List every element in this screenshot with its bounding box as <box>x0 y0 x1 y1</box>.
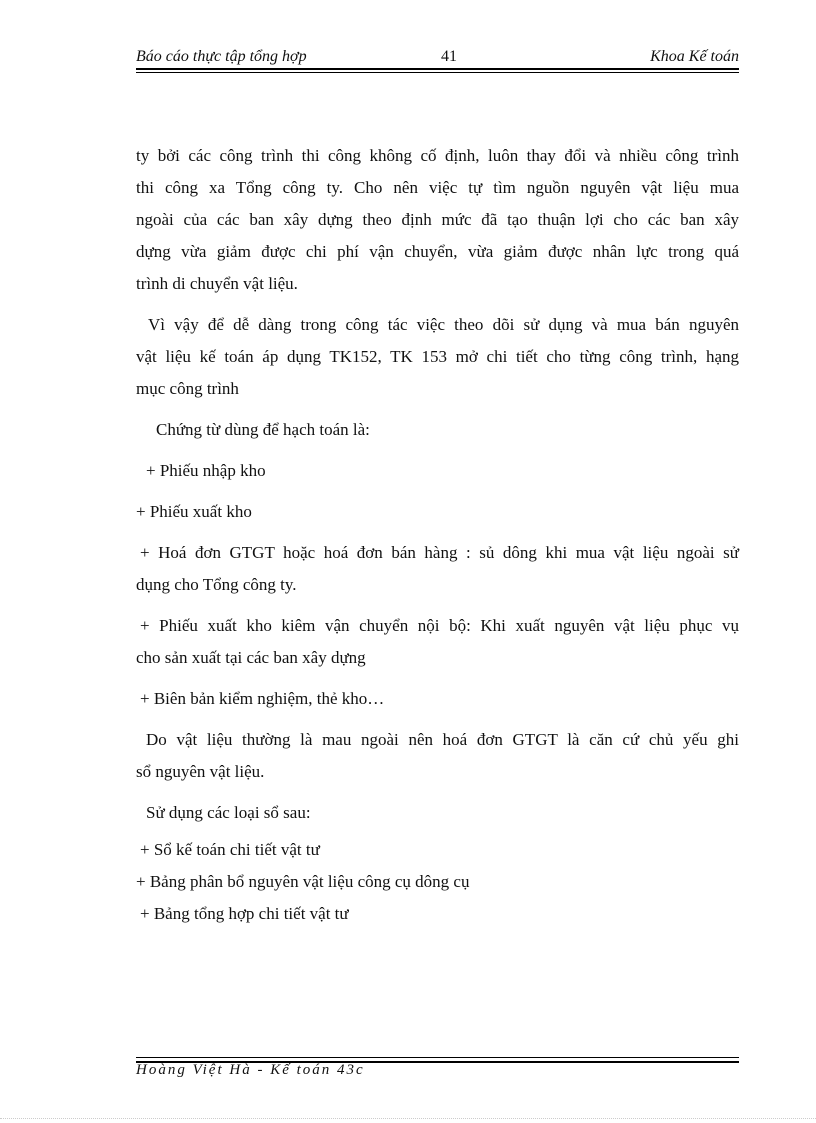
page-body <box>136 140 739 930</box>
header-department: Khoa Kế toán <box>650 48 739 65</box>
paragraph-7 <box>136 724 739 788</box>
list-item: + Phiếu nhập kho <box>146 461 266 480</box>
list-item: + Bảng tổng hợp chi tiết vật tư <box>140 904 349 923</box>
paragraph-2 <box>136 309 739 405</box>
paragraph-4 <box>136 537 739 601</box>
text-line: Do vật liệu thường là mau ngoài nên hoá đơn GTGT là căn cứ chủ yếu ghi <box>146 730 739 749</box>
text-line: dựng vừa giảm được chi phí vận chuyển, vừa giảm được nhân lực trong quá <box>136 242 739 261</box>
footer-rule-thin <box>136 1057 739 1058</box>
paragraph-1 <box>136 140 739 300</box>
page-bottom-edge <box>0 1118 816 1119</box>
text-line: vật liệu kế toán áp dụng TK152, TK 153 mở chi tiết cho từng công trình, hạng <box>136 347 739 366</box>
text-line: Vì vậy để dễ dàng trong công tác việc theo dõi sử dụng và mua bán nguyên <box>148 315 739 334</box>
list-item: + Phiếu xuất kho <box>136 502 252 521</box>
text-line: dụng cho Tổng công ty. <box>136 575 297 594</box>
text-line: trình di chuyển vật liệu. <box>136 274 298 293</box>
paragraph-3: Chứng từ dùng để hạch toán là: <box>156 420 370 439</box>
paragraph-5 <box>136 610 739 674</box>
header-rule-thin <box>136 72 739 73</box>
text-line: mục công trình <box>136 379 239 398</box>
footer-author: Hoàng Việt Hà - Kế toán 43c <box>136 1062 365 1078</box>
header-report-title: Báo cáo thực tập tổng hợp <box>136 48 307 65</box>
header-rule-thick <box>136 68 739 70</box>
text-line: ngoài của các ban xây dựng theo định mức đã tạo thuận lợi cho các ban xây <box>136 210 739 229</box>
paragraph-6: + Biên bản kiểm nghiệm, thẻ kho… <box>140 689 385 708</box>
text-line: ty bởi các công trình thi công không cố định, luôn thay đổi và nhiều công trình <box>136 146 739 165</box>
list-item: + Bảng phân bổ nguyên vật liệu công cụ dông cụ <box>136 872 470 891</box>
book-list <box>136 834 739 930</box>
text-line: thi công xa Tổng công ty. Cho nên việc tự tìm nguồn nguyên vật liệu mua <box>136 178 739 197</box>
text-line: + Phiếu xuất kho kiêm vận chuyển nội bộ: Khi xuất nguyên vật liệu phục vụ <box>140 616 739 635</box>
text-line: + Hoá đơn GTGT hoặc hoá đơn bán hàng : sủ dông khi mua vật liệu ngoài sử <box>140 543 739 562</box>
page-header <box>136 48 739 70</box>
text-line: sổ nguyên vật liệu. <box>136 762 265 781</box>
list-item: + Sổ kế toán chi tiết vật tư <box>140 840 320 859</box>
page-number: 41 <box>441 48 457 65</box>
text-line: cho sản xuất tại các ban xây dựng <box>136 648 366 667</box>
paragraph-8: Sử dụng các loại sổ sau: <box>146 803 311 822</box>
